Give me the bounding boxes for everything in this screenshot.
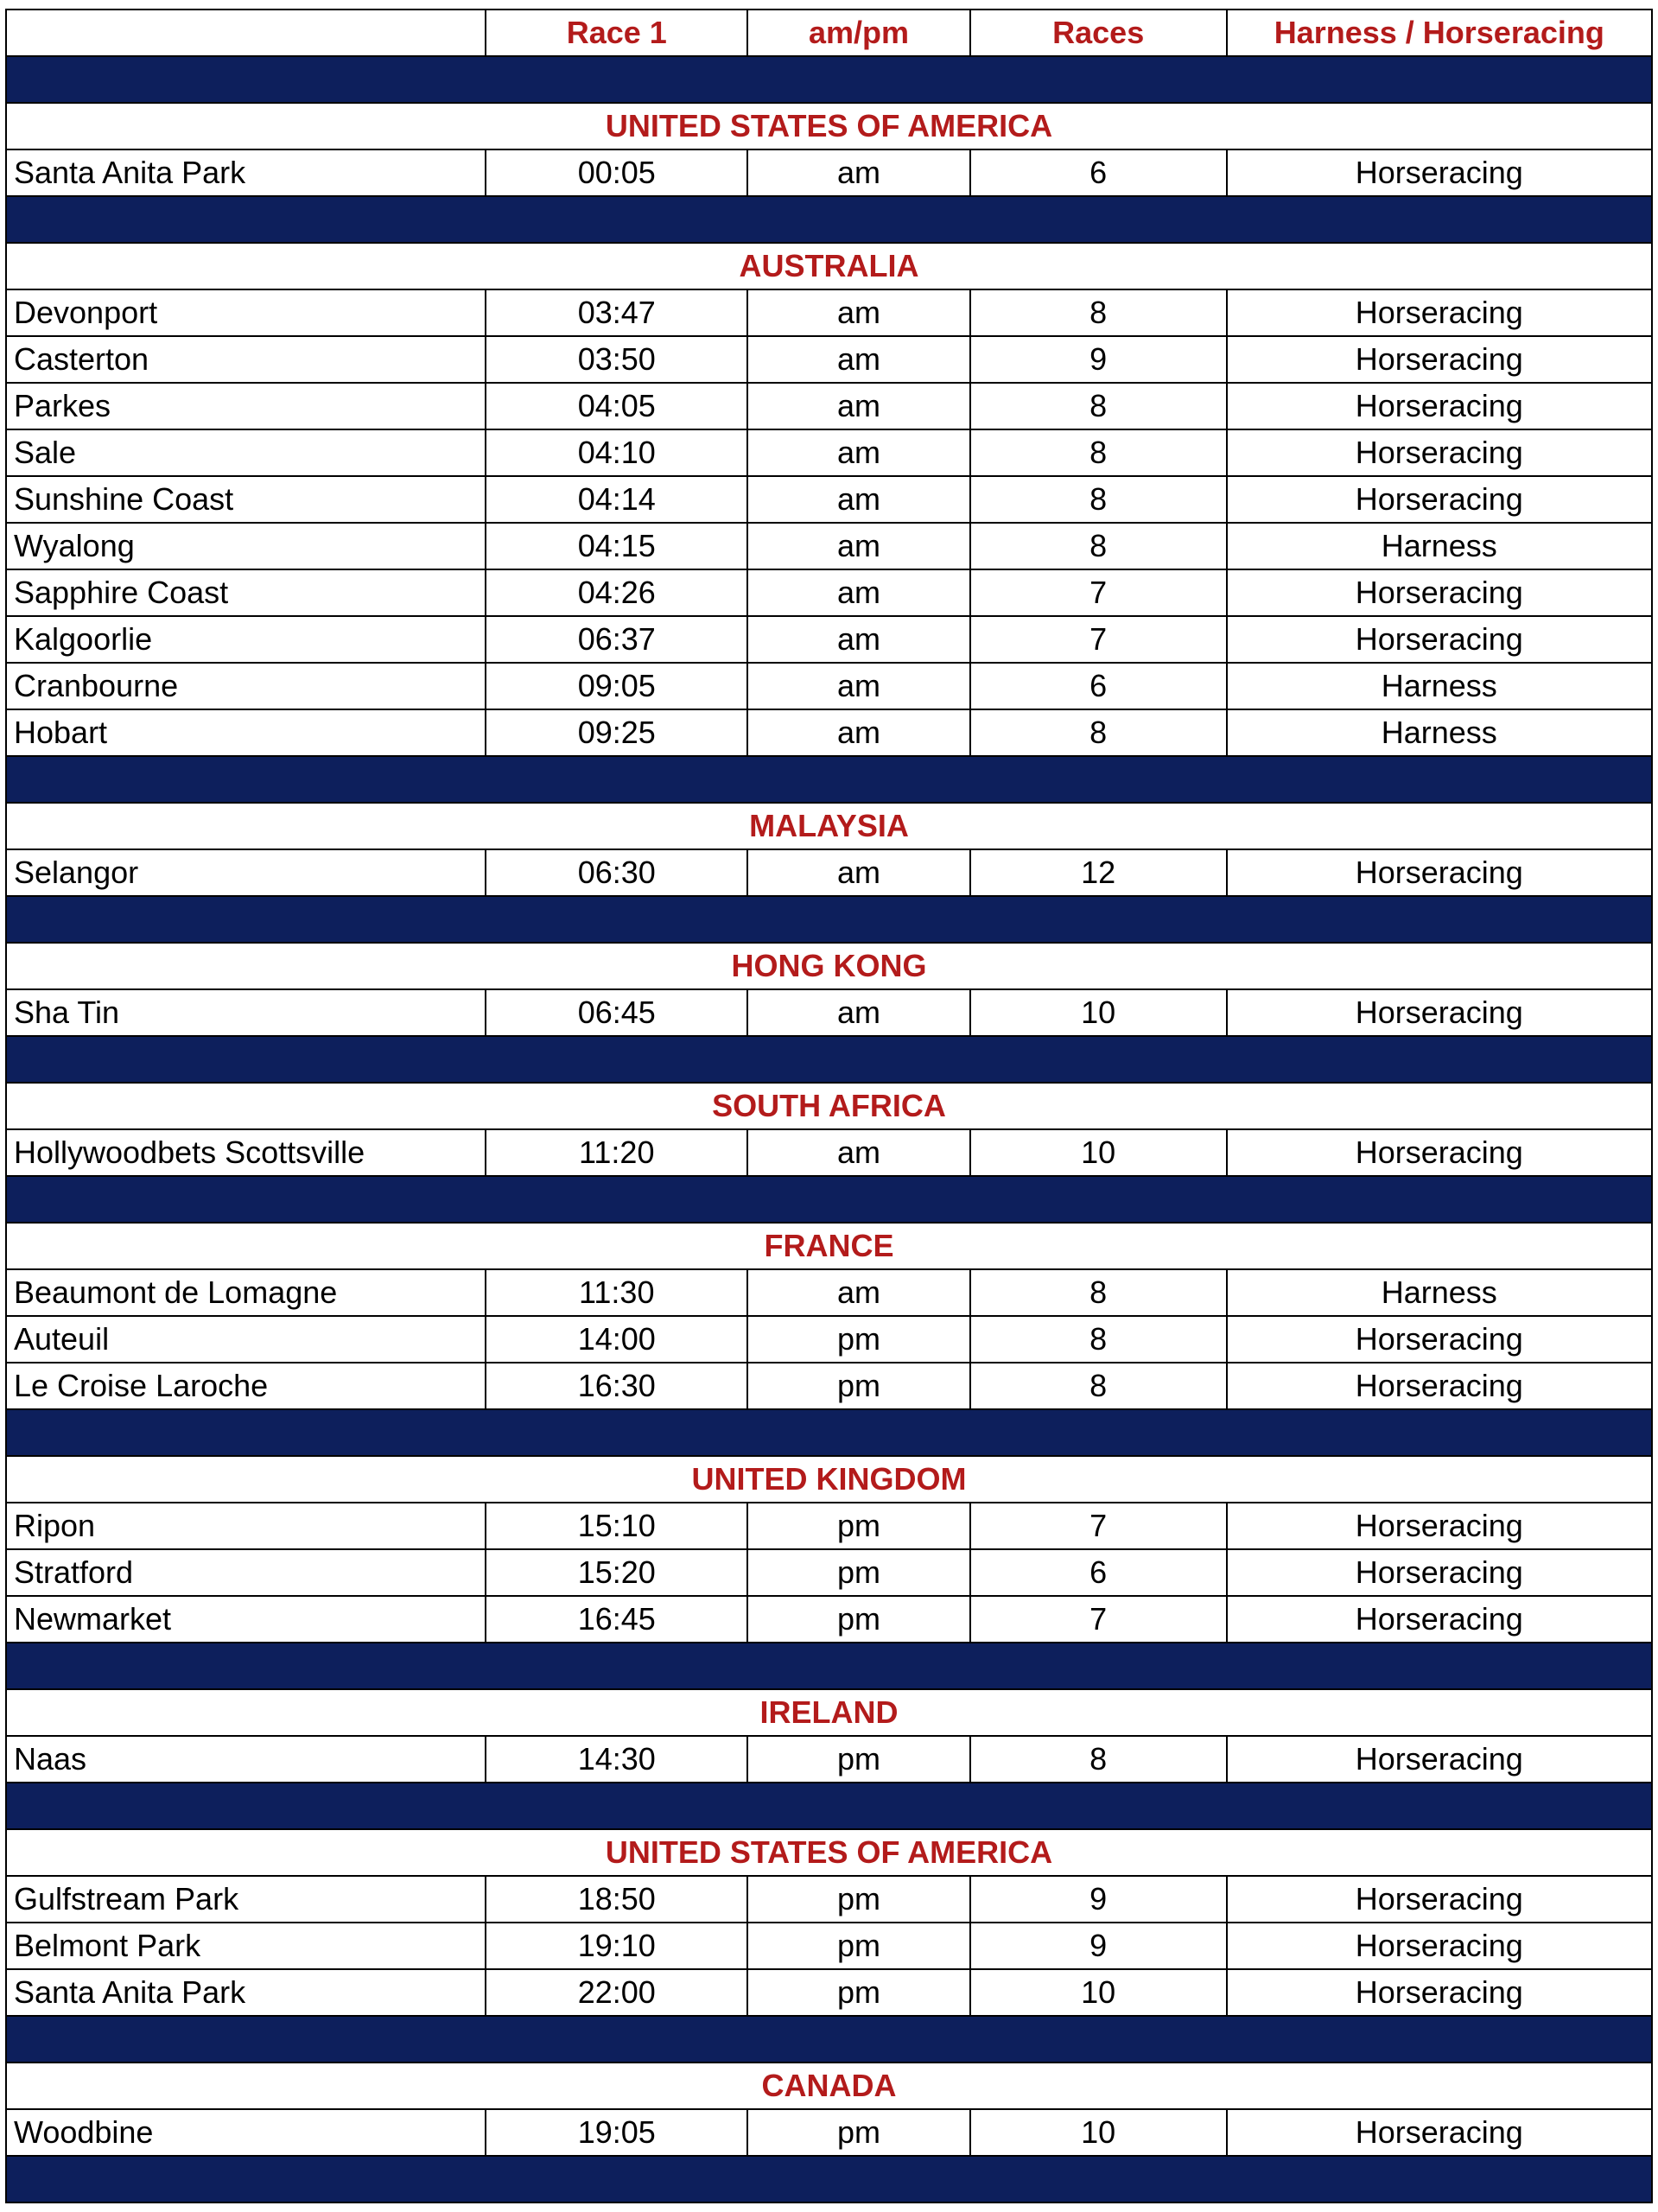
section-separator [7, 1410, 1653, 1457]
venue-cell: Newmarket [7, 1597, 486, 1642]
section-separator [7, 1643, 1653, 1690]
race-type-cell: Harness [1228, 664, 1653, 709]
table-row [7, 664, 1653, 710]
separator-fill [7, 1037, 1653, 1082]
separator-fill [7, 1783, 1653, 1828]
country-title: SOUTH AFRICA [7, 1084, 1653, 1128]
races-count-cell: 6 [971, 1550, 1228, 1595]
country-title: FRANCE [7, 1224, 1653, 1268]
country-row [7, 1830, 1653, 1877]
venue-cell: Sunshine Coast [7, 477, 486, 522]
races-count-cell: 10 [971, 1970, 1228, 2015]
race-type-cell: Horseracing [1228, 850, 1653, 895]
am-pm-cell: pm [748, 1363, 971, 1408]
venue-cell: Sapphire Coast [7, 570, 486, 615]
header-race-1: Race 1 [486, 10, 748, 55]
race-1-time-cell: 09:05 [486, 664, 748, 709]
race-1-time-cell: 15:10 [486, 1503, 748, 1548]
am-pm-cell: pm [748, 1877, 971, 1922]
race-1-time-cell: 04:14 [486, 477, 748, 522]
races-count-cell: 12 [971, 850, 1228, 895]
table-row [7, 617, 1653, 664]
am-pm-cell: am [748, 617, 971, 662]
am-pm-cell: am [748, 290, 971, 335]
race-type-cell: Horseracing [1228, 1317, 1653, 1362]
races-count-cell: 7 [971, 1503, 1228, 1548]
section-separator [7, 197, 1653, 244]
header-am-pm: am/pm [748, 10, 971, 55]
race-type-cell: Horseracing [1228, 1363, 1653, 1408]
venue-cell: Sale [7, 430, 486, 475]
am-pm-cell: am [748, 430, 971, 475]
separator-fill [7, 197, 1653, 242]
table-row [7, 1737, 1653, 1783]
am-pm-cell: pm [748, 1923, 971, 1968]
separator-fill [7, 2017, 1653, 2062]
am-pm-cell: am [748, 524, 971, 569]
am-pm-cell: am [748, 1270, 971, 1315]
header-races: Races [971, 10, 1228, 55]
race-type-cell: Horseracing [1228, 617, 1653, 662]
race-type-cell: Horseracing [1228, 570, 1653, 615]
am-pm-cell: am [748, 664, 971, 709]
race-type-cell: Horseracing [1228, 1597, 1653, 1642]
races-count-cell: 10 [971, 990, 1228, 1035]
table-row [7, 850, 1653, 897]
section-separator [7, 1177, 1653, 1224]
venue-cell: Beaumont de Lomagne [7, 1270, 486, 1315]
races-count-cell: 6 [971, 664, 1228, 709]
races-count-cell: 8 [971, 430, 1228, 475]
venue-cell: Parkes [7, 384, 486, 429]
races-count-cell: 8 [971, 710, 1228, 755]
race-1-time-cell: 19:10 [486, 1923, 748, 1968]
venue-cell: Gulfstream Park [7, 1877, 486, 1922]
race-type-cell: Horseracing [1228, 477, 1653, 522]
separator-fill [7, 1643, 1653, 1688]
table-row [7, 1550, 1653, 1597]
table-row [7, 477, 1653, 524]
section-separator [7, 757, 1653, 804]
races-count-cell: 7 [971, 617, 1228, 662]
race-type-cell: Horseracing [1228, 384, 1653, 429]
table-row [7, 150, 1653, 197]
venue-cell: Hobart [7, 710, 486, 755]
table-row [7, 1503, 1653, 1550]
country-row [7, 1457, 1653, 1503]
races-count-cell: 10 [971, 1130, 1228, 1175]
races-count-cell: 8 [971, 1317, 1228, 1362]
table-row [7, 384, 1653, 430]
table-row [7, 1597, 1653, 1643]
races-count-cell: 8 [971, 477, 1228, 522]
separator-fill [7, 1177, 1653, 1222]
race-type-cell: Horseracing [1228, 2110, 1653, 2155]
venue-cell: Stratford [7, 1550, 486, 1595]
country-title: HONG KONG [7, 944, 1653, 988]
venue-cell: Kalgoorlie [7, 617, 486, 662]
race-type-cell: Harness [1228, 710, 1653, 755]
section-separator [7, 1783, 1653, 1830]
table-row [7, 1363, 1653, 1410]
section-separator [7, 57, 1653, 104]
races-count-cell: 9 [971, 1923, 1228, 1968]
header-type: Harness / Horseracing [1228, 10, 1653, 55]
venue-cell: Le Croise Laroche [7, 1363, 486, 1408]
races-count-cell: 8 [971, 1363, 1228, 1408]
table-row [7, 2110, 1653, 2157]
am-pm-cell: pm [748, 1317, 971, 1362]
table-row [7, 1970, 1653, 2017]
section-separator [7, 2157, 1653, 2203]
am-pm-cell: pm [748, 2110, 971, 2155]
table-row [7, 1270, 1653, 1317]
race-type-cell: Horseracing [1228, 1877, 1653, 1922]
race-1-time-cell: 03:47 [486, 290, 748, 335]
venue-cell: Wyalong [7, 524, 486, 569]
race-1-time-cell: 00:05 [486, 150, 748, 195]
race-type-cell: Horseracing [1228, 1503, 1653, 1548]
table-row [7, 990, 1653, 1037]
race-type-cell: Horseracing [1228, 150, 1653, 195]
races-count-cell: 9 [971, 337, 1228, 382]
sections-container [7, 57, 1653, 2203]
venue-cell: Santa Anita Park [7, 150, 486, 195]
venue-cell: Devonport [7, 290, 486, 335]
race-type-cell: Horseracing [1228, 1923, 1653, 1968]
race-1-time-cell: 19:05 [486, 2110, 748, 2155]
am-pm-cell: pm [748, 1597, 971, 1642]
race-1-time-cell: 15:20 [486, 1550, 748, 1595]
race-1-time-cell: 09:25 [486, 710, 748, 755]
race-1-time-cell: 16:30 [486, 1363, 748, 1408]
race-1-time-cell: 14:30 [486, 1737, 748, 1782]
race-1-time-cell: 04:26 [486, 570, 748, 615]
country-row [7, 244, 1653, 290]
race-type-cell: Horseracing [1228, 1737, 1653, 1782]
race-schedule-table [5, 9, 1653, 2203]
table-row [7, 430, 1653, 477]
table-row [7, 710, 1653, 757]
races-count-cell: 8 [971, 524, 1228, 569]
race-1-time-cell: 11:30 [486, 1270, 748, 1315]
venue-cell: Cranbourne [7, 664, 486, 709]
race-1-time-cell: 06:45 [486, 990, 748, 1035]
venue-cell: Woodbine [7, 2110, 486, 2155]
am-pm-cell: am [748, 477, 971, 522]
country-title: MALAYSIA [7, 804, 1653, 849]
am-pm-cell: am [748, 384, 971, 429]
race-1-time-cell: 22:00 [486, 1970, 748, 2015]
venue-cell: Santa Anita Park [7, 1970, 486, 2015]
country-title: IRELAND [7, 1690, 1653, 1735]
race-type-cell: Horseracing [1228, 990, 1653, 1035]
race-1-time-cell: 18:50 [486, 1877, 748, 1922]
race-1-time-cell: 16:45 [486, 1597, 748, 1642]
separator-fill [7, 757, 1653, 802]
table-row [7, 337, 1653, 384]
table-row [7, 290, 1653, 337]
race-type-cell: Horseracing [1228, 1970, 1653, 2015]
country-row [7, 1084, 1653, 1130]
country-title: UNITED STATES OF AMERICA [7, 104, 1653, 149]
race-type-cell: Horseracing [1228, 430, 1653, 475]
race-1-time-cell: 11:20 [486, 1130, 748, 1175]
section-separator [7, 2017, 1653, 2063]
am-pm-cell: am [748, 990, 971, 1035]
venue-cell: Auteuil [7, 1317, 486, 1362]
race-1-time-cell: 03:50 [486, 337, 748, 382]
separator-fill [7, 897, 1653, 942]
am-pm-cell: am [748, 850, 971, 895]
am-pm-cell: am [748, 150, 971, 195]
separator-fill [7, 57, 1653, 102]
header-row [7, 10, 1653, 57]
race-type-cell: Harness [1228, 524, 1653, 569]
race-1-time-cell: 06:37 [486, 617, 748, 662]
races-count-cell: 8 [971, 290, 1228, 335]
am-pm-cell: am [748, 337, 971, 382]
country-row [7, 944, 1653, 990]
country-row [7, 1224, 1653, 1270]
table-row [7, 1877, 1653, 1923]
race-type-cell: Harness [1228, 1270, 1653, 1315]
venue-cell: Naas [7, 1737, 486, 1782]
country-row [7, 804, 1653, 850]
races-count-cell: 6 [971, 150, 1228, 195]
venue-cell: Casterton [7, 337, 486, 382]
am-pm-cell: pm [748, 1737, 971, 1782]
races-count-cell: 9 [971, 1877, 1228, 1922]
section-separator [7, 1037, 1653, 1084]
country-title: CANADA [7, 2063, 1653, 2108]
venue-cell: Hollywoodbets Scottsville [7, 1130, 486, 1175]
race-1-time-cell: 14:00 [486, 1317, 748, 1362]
separator-fill [7, 1410, 1653, 1455]
country-title: UNITED KINGDOM [7, 1457, 1653, 1502]
venue-cell: Sha Tin [7, 990, 486, 1035]
race-type-cell: Horseracing [1228, 1550, 1653, 1595]
race-1-time-cell: 04:15 [486, 524, 748, 569]
race-1-time-cell: 04:10 [486, 430, 748, 475]
races-count-cell: 8 [971, 1737, 1228, 1782]
country-title: AUSTRALIA [7, 244, 1653, 289]
am-pm-cell: am [748, 570, 971, 615]
races-count-cell: 7 [971, 570, 1228, 615]
races-count-cell: 7 [971, 1597, 1228, 1642]
race-1-time-cell: 06:30 [486, 850, 748, 895]
table-row [7, 1923, 1653, 1970]
country-row [7, 1690, 1653, 1737]
races-count-cell: 10 [971, 2110, 1228, 2155]
country-title: UNITED STATES OF AMERICA [7, 1830, 1653, 1875]
am-pm-cell: am [748, 1130, 971, 1175]
separator-fill [7, 2157, 1653, 2202]
venue-cell: Ripon [7, 1503, 486, 1548]
race-type-cell: Horseracing [1228, 1130, 1653, 1175]
race-1-time-cell: 04:05 [486, 384, 748, 429]
race-type-cell: Horseracing [1228, 290, 1653, 335]
am-pm-cell: pm [748, 1550, 971, 1595]
am-pm-cell: pm [748, 1503, 971, 1548]
race-type-cell: Horseracing [1228, 337, 1653, 382]
races-count-cell: 8 [971, 1270, 1228, 1315]
table-row [7, 1317, 1653, 1363]
section-separator [7, 897, 1653, 944]
am-pm-cell: pm [748, 1970, 971, 2015]
table-row [7, 1130, 1653, 1177]
country-row [7, 104, 1653, 150]
country-row [7, 2063, 1653, 2110]
header-venue [7, 10, 486, 55]
races-count-cell: 8 [971, 384, 1228, 429]
table-row [7, 524, 1653, 570]
venue-cell: Selangor [7, 850, 486, 895]
venue-cell: Belmont Park [7, 1923, 486, 1968]
am-pm-cell: am [748, 710, 971, 755]
table-row [7, 570, 1653, 617]
